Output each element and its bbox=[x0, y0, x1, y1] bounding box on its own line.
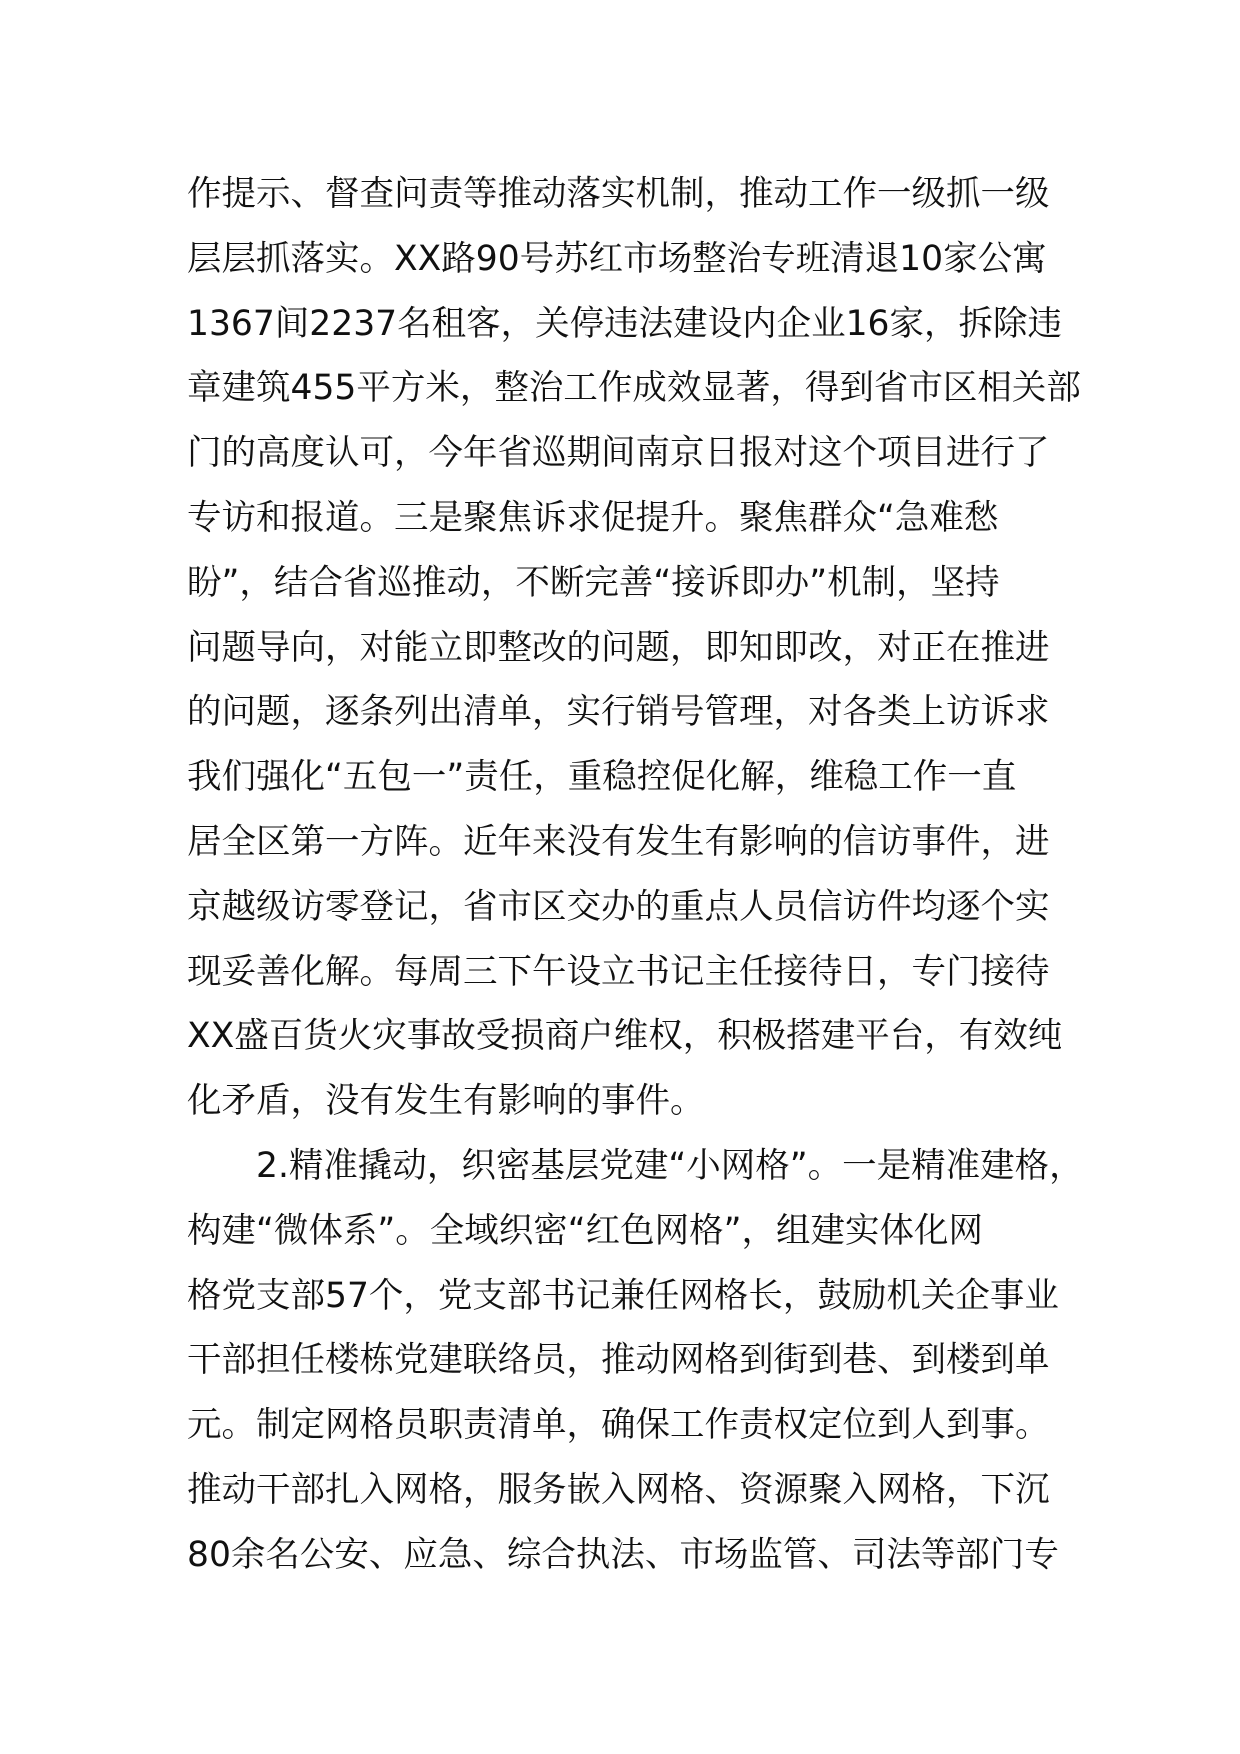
text-line: 推动干部扎入网格，服务嵌入网格、资源聚入网格，下沉 bbox=[187, 1469, 1050, 1510]
text-line: 现妥善化解。每周三下午设立书记主任接待日，专门接待 bbox=[187, 951, 1050, 992]
text-line: 1367间2237名租客，关停违法建设内企业16家，拆除违 bbox=[187, 303, 1062, 344]
text-line: 居全区第一方阵。近年来没有发生有影响的信访事件，进 bbox=[187, 821, 1050, 862]
text-line: 80余名公安、应急、综合执法、市场监管、司法等部门专 bbox=[187, 1534, 1059, 1575]
text-line: 作提示、督查问责等推动落实机制，推动工作一级抓一级 bbox=[187, 174, 1050, 214]
text-line: 盼”，结合省巡推动，不断完善“接诉即办”机制，坚持 bbox=[187, 562, 1000, 603]
text-line: 格党支部57个，党支部书记兼任网格长，鼓励机关企事业 bbox=[187, 1275, 1059, 1316]
text-line: 元。制定网格员职责清单，确保工作责权定位到人到事。 bbox=[187, 1405, 1050, 1446]
text-line: 京越级访零登记，省市区交办的重点人员信访件均逐个实 bbox=[187, 886, 1050, 927]
text-line: 的问题，逐条列出清单，实行销号管理，对各类上访诉求 bbox=[187, 692, 1050, 733]
text-line: 专访和报道。三是聚焦诉求促提升。聚焦群众“急难愁 bbox=[187, 497, 999, 538]
text-line: 构建“微体系”。全域织密“红色网格”，组建实体化网 bbox=[187, 1210, 983, 1251]
section-heading-line: 2.精准撬动，织密基层党建“小网格”。一是精准建格， bbox=[256, 1145, 1084, 1186]
text-line: 章建筑455平方米，整治工作成效显著，得到省市区相关部 bbox=[187, 368, 1081, 409]
body-text bbox=[187, 162, 1087, 1588]
text-line: 干部担任楼栋党建联络员，推动网格到街到巷、到楼到单 bbox=[187, 1340, 1050, 1381]
text-line: XX盛百货火灾事故受损商户维权，积极搭建平台，有效纯 bbox=[187, 1016, 1063, 1057]
text-line: 我们强化“五包一”责任，重稳控促化解，维稳工作一直 bbox=[187, 757, 1017, 798]
text-line: 问题导向，对能立即整改的问题，即知即改，对正在推进 bbox=[187, 627, 1050, 668]
text-line: 层层抓落实。XX路90号苏红市场整治专班清退10家公寓 bbox=[187, 238, 1047, 279]
text-line: 门的高度认可，今年省巡期间南京日报对这个项目进行了 bbox=[187, 433, 1050, 474]
text-line: 化矛盾，没有发生有影响的事件。 bbox=[187, 1081, 705, 1122]
